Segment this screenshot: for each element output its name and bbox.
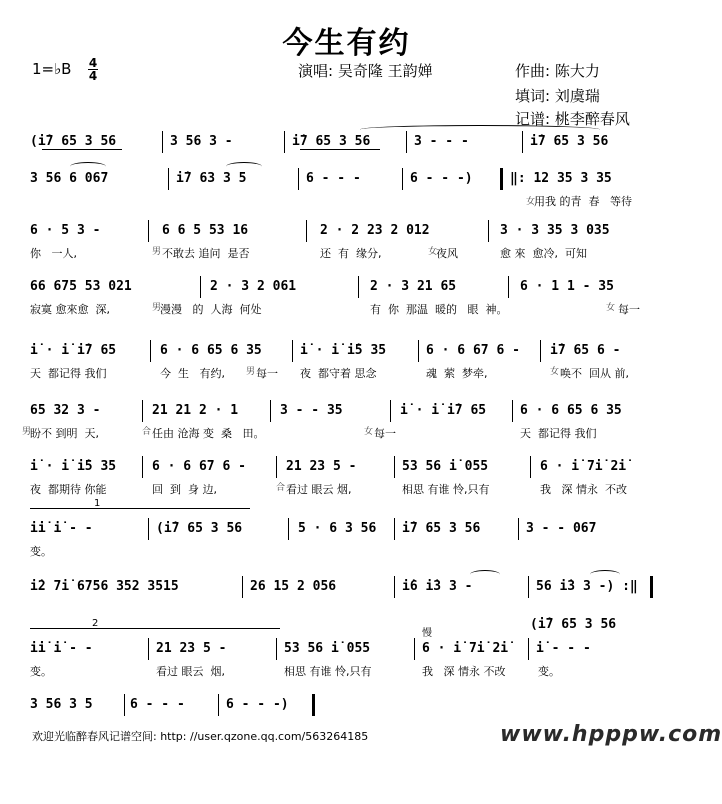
lyric-segment: 每一: [256, 367, 278, 380]
measure: 5 · 6 3 56: [298, 521, 377, 536]
measure: 6 · 6 65 6 35: [520, 403, 622, 418]
measure: i̇ · i̇ i̇7 65: [30, 343, 117, 358]
lyric-segment: 变。: [30, 545, 52, 558]
time-signature-bottom: 4: [88, 69, 98, 83]
repeat-start-barline: [500, 168, 503, 190]
measure: 3 56 3 -: [170, 134, 233, 149]
lyric-segment: 魂 萦 梦牵,: [426, 367, 488, 380]
lyric-line: [30, 193, 662, 213]
measure: i̇i̇ i̇ - -: [30, 521, 93, 536]
barline: [528, 638, 529, 660]
tie-arc: [590, 570, 620, 579]
lyric-segment: 夜 都守着 思念: [300, 367, 377, 380]
lyric-segment: 愈 來 愈冷, 可知: [500, 247, 587, 260]
barline: [276, 638, 277, 660]
barline: [528, 576, 529, 598]
composer-credit: 作曲: 陈大力: [515, 62, 600, 80]
lyric-segment: 唤不 回从 前,: [560, 367, 629, 380]
volta-1-bracket: [30, 508, 250, 509]
footer-note: 欢迎光临醉春风记谱空间: http: //user.qzone.qq.com/563264185: [32, 730, 369, 743]
lyric-line: [30, 481, 662, 501]
beam: [42, 149, 122, 150]
barline: [394, 576, 395, 598]
lyric-segment: 天 都记得 我们: [30, 367, 107, 380]
barline: [276, 456, 277, 478]
time-signature-top: 4: [88, 56, 98, 70]
measure: 6 - - -): [410, 171, 473, 186]
lyric-line: [30, 245, 662, 265]
barline: [406, 131, 407, 153]
measure: 6 - - -: [130, 697, 185, 712]
barline: [270, 400, 271, 422]
measure: i̇ - - -: [536, 641, 591, 656]
measure: 6 - - -): [226, 697, 289, 712]
barline: [284, 131, 285, 153]
measure: i̇7 65 3 56: [292, 134, 371, 149]
lyric-segment: 我 深 情永 不改: [540, 483, 627, 496]
chorus-marker: 合: [142, 427, 152, 437]
measure: 6 · 6 67 6 -: [152, 459, 246, 474]
measure: (i̇7 65 3 56: [530, 617, 617, 632]
barline: [242, 576, 243, 598]
lyric-segment: 盼不 到明 天,: [30, 427, 99, 440]
measure: 26 15 2 056: [250, 579, 337, 594]
tie-arc: [360, 125, 600, 134]
site-watermark: www.hpppw.com: [500, 722, 722, 747]
lyric-segment: 夜 都期待 你能: [30, 483, 107, 496]
measure: (i̇7 65 3 56: [30, 134, 117, 149]
barline: [394, 518, 395, 540]
notation-line: [30, 131, 662, 159]
measure: 6 · 6 67 6 -: [426, 343, 520, 358]
barline: [292, 340, 293, 362]
notation-line-upper: [530, 614, 660, 642]
measure: i̇7 65 6 -: [550, 343, 621, 358]
song-title: 今生有约: [282, 26, 411, 61]
lyric-line: [30, 543, 662, 563]
lyric-segment: 相思 有谁 怜,只有: [402, 483, 490, 496]
barline: [142, 456, 143, 478]
barline: [168, 168, 169, 190]
measure: 2 · 3 2 061: [210, 279, 297, 294]
lyric-segment: 还 有 缘分,: [320, 247, 382, 260]
singer-credit: 演唱: 吴奇隆 王韵婵: [298, 62, 433, 80]
barline: [200, 276, 201, 298]
lyricist-credit: 填词: 刘虞瑞: [515, 87, 600, 105]
notation-line: [30, 276, 662, 304]
tempo-slow-marker: 慢: [422, 628, 432, 639]
measure: i̇6 i̇3 3 -: [402, 579, 473, 594]
male-part-marker: 男: [152, 247, 162, 257]
measure: 6 · i̇ 7i̇ 2i̇: [422, 641, 509, 656]
measure: 53 56 i̇ 055: [402, 459, 489, 474]
barline: [148, 638, 149, 660]
barline: [162, 131, 163, 153]
barline: [518, 518, 519, 540]
barline: [394, 456, 395, 478]
lyric-segment: 天 都记得 我们: [520, 427, 597, 440]
final-barline: [312, 694, 315, 716]
measure: i̇7 63 3 5: [176, 171, 247, 186]
notation-line: [30, 518, 662, 546]
barline: [508, 276, 509, 298]
beam: [300, 149, 380, 150]
volta-2-number: 2: [92, 618, 99, 629]
lyric-segment: 看过 眼云 烟,: [286, 483, 352, 496]
measure: 2 · 2 23 2 012: [320, 223, 430, 238]
lyric-segment: 每一: [618, 303, 640, 316]
measure: i̇ · i̇ i̇5 35: [300, 343, 387, 358]
volta-2-bracket: [30, 628, 280, 629]
lyric-segment: 夜风: [436, 247, 458, 260]
measure: 21 23 5 -: [156, 641, 227, 656]
measure: (i̇7 65 3 56: [156, 521, 243, 536]
female-part-marker: 女: [550, 367, 560, 377]
lyric-segment: 我 深 情永 不改: [422, 665, 506, 678]
lyric-segment: 寂寞 愈來愈 深,: [30, 303, 110, 316]
notation-line: [30, 340, 662, 368]
measure: 21 23 5 -: [286, 459, 357, 474]
lyric-line: [30, 301, 662, 321]
female-part-marker: 女: [364, 427, 374, 437]
notation-line: [30, 456, 662, 484]
barline: [218, 694, 219, 716]
male-part-marker: 男: [246, 367, 256, 377]
lyric-segment: 每一: [374, 427, 396, 440]
measure: 53 56 i̇ 055: [284, 641, 371, 656]
lyric-segment: 看过 眼云 烟,: [156, 665, 225, 678]
tie-arc: [226, 162, 262, 171]
lyric-segment: 不敢去 追问 是否: [162, 247, 250, 260]
lyric-segment: 变。: [538, 665, 560, 678]
measure: i̇2 7i̇ 6756 352 3515: [30, 579, 179, 594]
chorus-marker: 合: [276, 483, 286, 493]
measure: 3 - - 35: [280, 403, 343, 418]
barline: [288, 518, 289, 540]
barline: [150, 340, 151, 362]
lyric-segment: 漫漫 的 人海 何处: [160, 303, 262, 316]
volta-1-number: 1: [94, 498, 101, 509]
barline: [148, 518, 149, 540]
barline: [530, 456, 531, 478]
female-part-marker: 女: [526, 197, 536, 207]
measure: 6 - - -: [306, 171, 361, 186]
barline: [418, 340, 419, 362]
measure: 21 21 2 · 1: [152, 403, 239, 418]
measure: i̇ · i̇ i̇7 65: [400, 403, 487, 418]
barline: [402, 168, 403, 190]
barline: [414, 638, 415, 660]
measure: i̇7 65 3 56: [530, 134, 609, 149]
barline: [298, 168, 299, 190]
tie-arc: [470, 570, 500, 579]
key-signature: 1=♭B: [32, 60, 72, 78]
lyric-segment: 有 你 那温 暖的 眼 神。: [370, 303, 508, 316]
barline: [142, 400, 143, 422]
measure: 6 6 5 53 16: [162, 223, 249, 238]
notation-line: [30, 576, 662, 604]
barline: [358, 276, 359, 298]
lyric-segment: 回 到 身 边,: [152, 483, 217, 496]
lyric-line: [22, 425, 662, 445]
lyric-segment: 变。: [30, 665, 52, 678]
measure: 6 · 5 3 -: [30, 223, 101, 238]
measure: i̇ · i̇ i̇5 35: [30, 459, 117, 474]
measure: 65 32 3 -: [30, 403, 101, 418]
notation-line: [30, 400, 662, 428]
measure: 3 - - 067: [526, 521, 597, 536]
measure: 56 i̇3 3 -) :‖: [536, 579, 638, 594]
lyric-segment: 任由 沧海 变 桑 田。: [152, 427, 265, 440]
lyric-segment: 相思 有谁 怜,只有: [284, 665, 372, 678]
measure: 3 56 3 5: [30, 697, 93, 712]
measure: 3 - - -: [414, 134, 469, 149]
measure: 3 56 6 067: [30, 171, 109, 186]
barline: [488, 220, 489, 242]
notation-line: [30, 168, 662, 196]
tie-arc: [70, 162, 106, 171]
barline: [522, 131, 523, 153]
barline: [390, 400, 391, 422]
female-part-marker: 女: [606, 303, 616, 313]
barline: [124, 694, 125, 716]
barline: [306, 220, 307, 242]
barline: [512, 400, 513, 422]
lyric-segment: 今 生 有约,: [160, 367, 225, 380]
measure: 2 · 3 21 65: [370, 279, 457, 294]
lyric-segment: 你 一人,: [30, 247, 77, 260]
male-part-marker: 男: [152, 303, 162, 313]
male-part-marker: 男: [22, 427, 32, 437]
measure: 6 · i̇ 7i̇ 2i̇: [540, 459, 627, 474]
lyric-segment: 用我 的青 春 等待: [534, 195, 632, 208]
measure: ‖: 12 35 3 35: [510, 171, 612, 186]
measure: 66 675 53 021: [30, 279, 132, 294]
measure: i̇i̇ i̇ - -: [30, 641, 93, 656]
time-signature: [88, 57, 98, 82]
female-part-marker: 女: [428, 247, 438, 257]
measure: 6 · 6 65 6 35: [160, 343, 262, 358]
measure: 6 · 1 1 - 35: [520, 279, 614, 294]
barline: [148, 220, 149, 242]
repeat-end-barline: [650, 576, 653, 598]
lyric-line: [30, 663, 662, 683]
lyric-line: [30, 365, 662, 385]
measure: i̇7 65 3 56: [402, 521, 481, 536]
notation-line: [30, 220, 662, 248]
barline: [540, 340, 541, 362]
measure: 3 · 3 35 3 035: [500, 223, 610, 238]
transcriber-credit: 记谱: 桃李醉春风: [515, 110, 630, 128]
